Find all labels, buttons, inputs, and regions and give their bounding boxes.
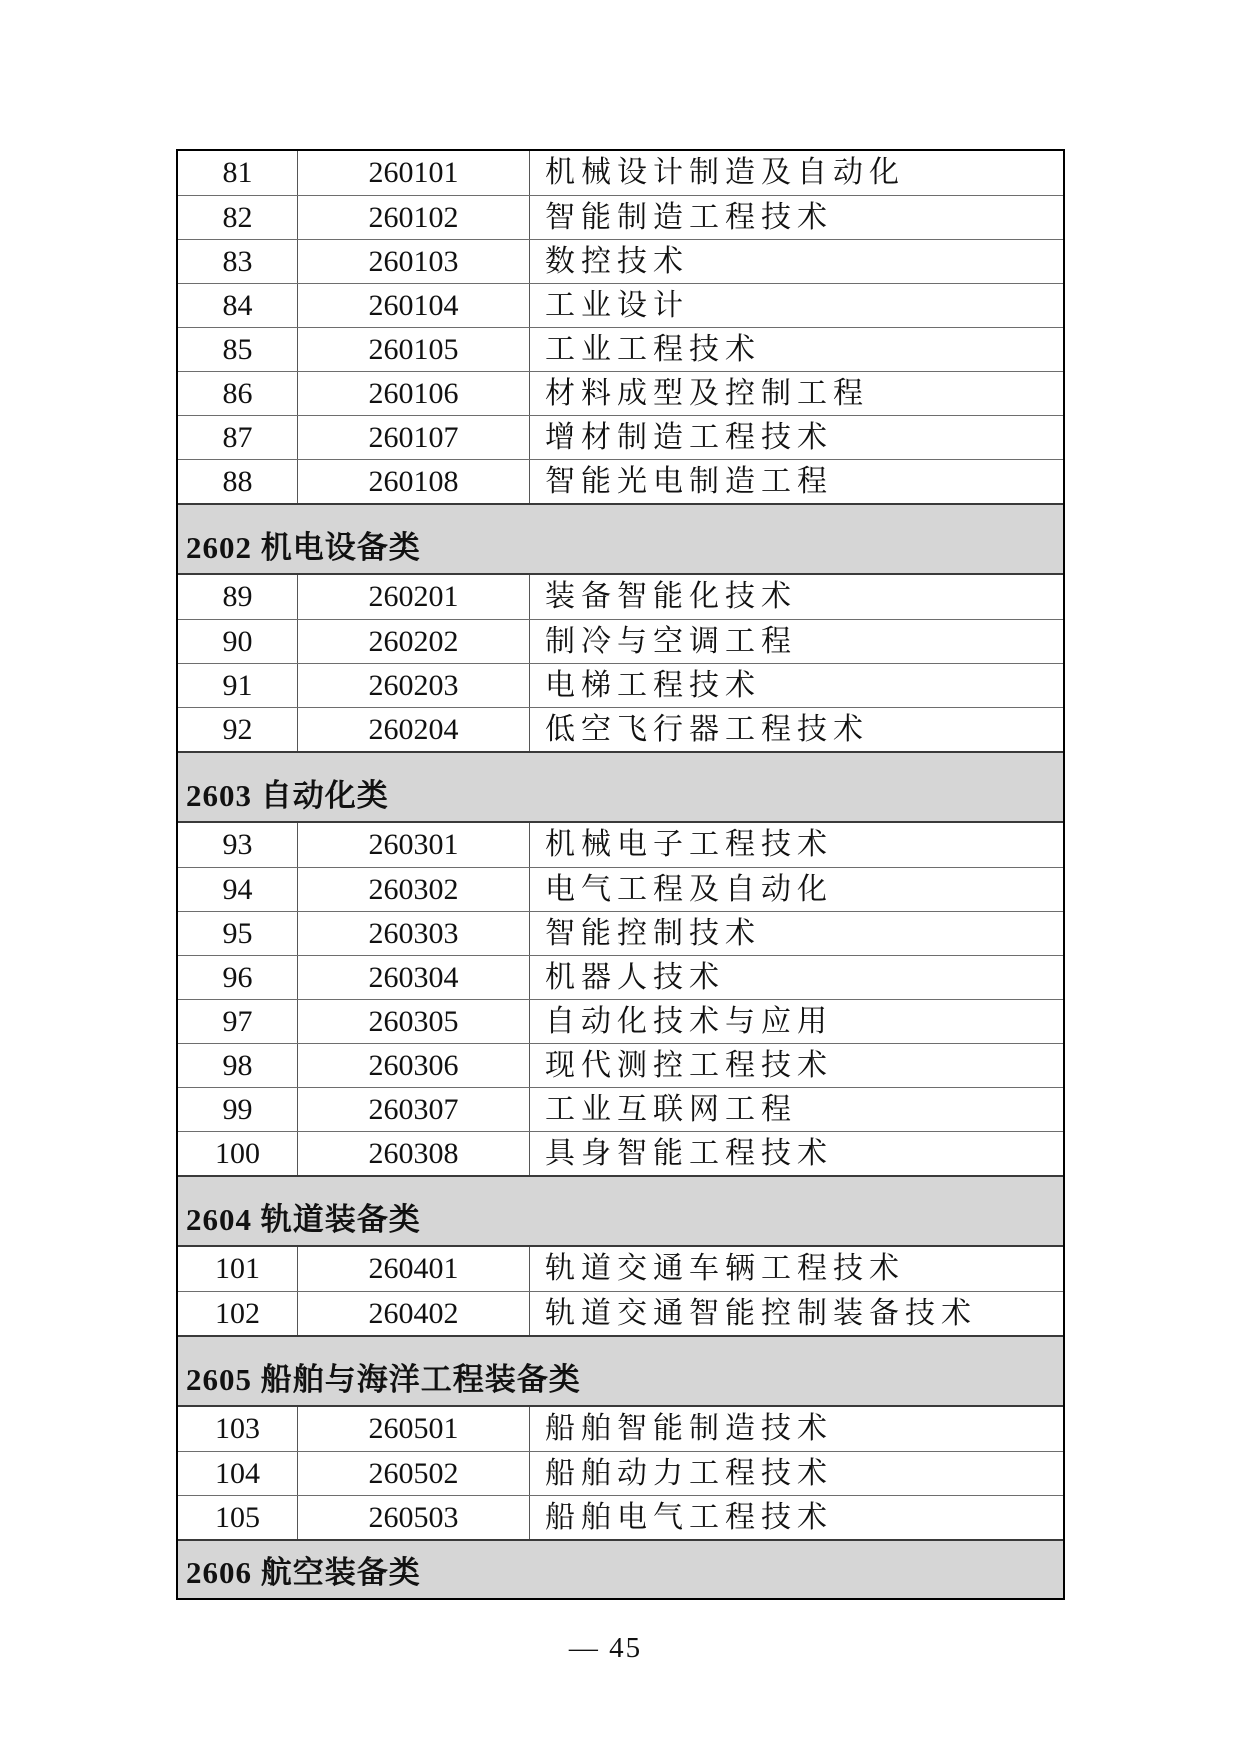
- table-row: [178, 1043, 1063, 1087]
- major-name-cell: 机械设计制造及自动化: [545, 156, 905, 189]
- major-name-cell: 电气工程及自动化: [545, 872, 833, 906]
- sequence-cell: 89: [178, 575, 298, 619]
- table-row: [178, 999, 1063, 1043]
- major-name-cell: 船舶智能制造技术: [545, 1412, 833, 1445]
- code-cell: 260502: [298, 1452, 530, 1495]
- major-name-cell: 船舶动力工程技术: [545, 1456, 833, 1490]
- sequence-cell: 102: [178, 1292, 298, 1335]
- major-name-cell: 材料成型及控制工程: [545, 376, 869, 410]
- major-name-cell: 装备智能化技术: [545, 580, 797, 613]
- table-row: [178, 283, 1063, 327]
- major-name-cell: 智能制造工程技术: [545, 200, 833, 234]
- code-cell: 260401: [298, 1247, 530, 1291]
- category-header-row: [178, 751, 1063, 823]
- code-cell: 260301: [298, 823, 530, 867]
- table-row: [178, 707, 1063, 751]
- sequence-cell: 81: [178, 151, 298, 195]
- table-row: [178, 1451, 1063, 1495]
- major-name-cell: 具身智能工程技术: [545, 1136, 833, 1170]
- code-cell: 260304: [298, 956, 530, 999]
- code-cell: 260302: [298, 868, 530, 911]
- code-cell: 260103: [298, 240, 530, 283]
- code-cell: 260402: [298, 1292, 530, 1335]
- major-name-cell: 数控技术: [545, 244, 689, 278]
- category-header-row: [178, 1175, 1063, 1247]
- major-name-cell: 工业设计: [545, 288, 689, 322]
- major-name-cell: 机器人技术: [545, 960, 725, 994]
- sequence-cell: 94: [178, 868, 298, 911]
- sequence-cell: 83: [178, 240, 298, 283]
- sequence-cell: 91: [178, 664, 298, 707]
- code-cell: 260105: [298, 328, 530, 371]
- major-name-cell: 轨道交通智能控制装备技术: [545, 1296, 977, 1330]
- table-row: [178, 1291, 1063, 1335]
- code-cell: 260303: [298, 912, 530, 955]
- code-cell: 260107: [298, 416, 530, 459]
- page-number: — 45: [568, 1632, 643, 1664]
- table-row: [178, 151, 1063, 195]
- table-row: [178, 867, 1063, 911]
- sequence-cell: 97: [178, 1000, 298, 1043]
- code-cell: 260306: [298, 1044, 530, 1087]
- sequence-cell: 96: [178, 956, 298, 999]
- sequence-cell: 90: [178, 620, 298, 663]
- code-cell: 260305: [298, 1000, 530, 1043]
- table-row: [178, 195, 1063, 239]
- category-header-label: 2606 航空装备类: [186, 1555, 421, 1590]
- table-row: [178, 575, 1063, 619]
- code-cell: 260201: [298, 575, 530, 619]
- code-cell: 260501: [298, 1407, 530, 1451]
- code-cell: 260104: [298, 284, 530, 327]
- code-cell: 260503: [298, 1496, 530, 1539]
- major-name-cell: 智能控制技术: [545, 916, 761, 950]
- sequence-cell: 88: [178, 460, 298, 503]
- table-row: [178, 823, 1063, 867]
- sequence-cell: 93: [178, 823, 298, 867]
- sequence-cell: 84: [178, 284, 298, 327]
- table-row: [178, 1407, 1063, 1451]
- major-name-cell: 现代测控工程技术: [545, 1048, 833, 1082]
- table-row: [178, 619, 1063, 663]
- table-row: [178, 415, 1063, 459]
- category-header-row: [178, 1539, 1063, 1598]
- table-row: [178, 371, 1063, 415]
- table-row: [178, 239, 1063, 283]
- table-row: [178, 459, 1063, 503]
- sequence-cell: 101: [178, 1247, 298, 1291]
- major-name-cell: 制冷与空调工程: [545, 624, 797, 658]
- sequence-cell: 95: [178, 912, 298, 955]
- code-cell: 260202: [298, 620, 530, 663]
- sequence-cell: 86: [178, 372, 298, 415]
- sequence-cell: 87: [178, 416, 298, 459]
- major-name-cell: 低空飞行器工程技术: [545, 712, 869, 746]
- major-name-cell: 电梯工程技术: [545, 668, 761, 702]
- sequence-cell: 85: [178, 328, 298, 371]
- sequence-cell: 105: [178, 1496, 298, 1539]
- sequence-cell: 103: [178, 1407, 298, 1451]
- category-header-row: [178, 1335, 1063, 1407]
- table-row: [178, 1087, 1063, 1131]
- code-cell: 260101: [298, 151, 530, 195]
- table-row: [178, 1131, 1063, 1175]
- table-row: [178, 327, 1063, 371]
- sequence-cell: 104: [178, 1452, 298, 1495]
- category-header-label: 2604 轨道装备类: [186, 1202, 421, 1237]
- table-row: [178, 955, 1063, 999]
- sequence-cell: 82: [178, 196, 298, 239]
- table-row: [178, 911, 1063, 955]
- major-name-cell: 智能光电制造工程: [545, 464, 833, 498]
- major-name-cell: 工业工程技术: [545, 332, 761, 366]
- majors-code-table: [176, 149, 1065, 1600]
- major-name-cell: 机械电子工程技术: [545, 828, 833, 861]
- code-cell: 260102: [298, 196, 530, 239]
- category-header-label: 2602 机电设备类: [186, 530, 421, 565]
- category-header-label: 2603 自动化类: [186, 778, 389, 813]
- table-row: [178, 1495, 1063, 1539]
- sequence-cell: 100: [178, 1132, 298, 1175]
- sequence-cell: 98: [178, 1044, 298, 1087]
- table-row: [178, 663, 1063, 707]
- code-cell: 260106: [298, 372, 530, 415]
- code-cell: 260307: [298, 1088, 530, 1131]
- major-name-cell: 工业互联网工程: [545, 1092, 797, 1126]
- code-cell: 260204: [298, 708, 530, 751]
- sequence-cell: 92: [178, 708, 298, 751]
- code-cell: 260308: [298, 1132, 530, 1175]
- category-header-label: 2605 船舶与海洋工程装备类: [186, 1362, 581, 1397]
- code-cell: 260108: [298, 460, 530, 503]
- table-row: [178, 1247, 1063, 1291]
- major-name-cell: 轨道交通车辆工程技术: [545, 1252, 905, 1285]
- category-header-row: [178, 503, 1063, 575]
- major-name-cell: 增材制造工程技术: [545, 420, 833, 454]
- sequence-cell: 99: [178, 1088, 298, 1131]
- major-name-cell: 船舶电气工程技术: [545, 1500, 833, 1534]
- major-name-cell: 自动化技术与应用: [545, 1004, 833, 1038]
- code-cell: 260203: [298, 664, 530, 707]
